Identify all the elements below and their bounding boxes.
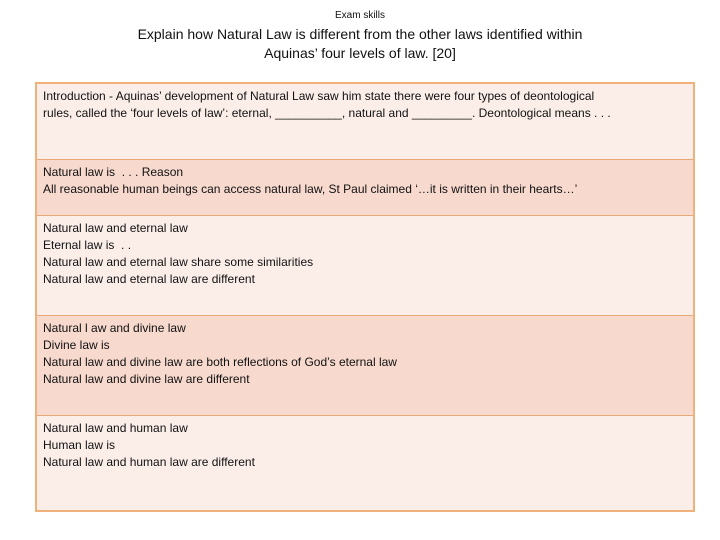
exam-skills-label: Exam skills: [334, 10, 385, 21]
question-line-2: Aquinas’ four levels of law. [20]: [264, 45, 456, 61]
section-line: Natural l aw and divine law: [43, 321, 186, 335]
question-line-1: Explain how Natural Law is different from the other laws identified within: [137, 26, 583, 42]
section-introduction: [37, 84, 693, 160]
section-line: Natural law and eternal law are different: [43, 272, 255, 286]
section-line: Divine law is: [43, 338, 110, 352]
section-human-law: [37, 416, 693, 510]
section-line: Introduction - Aquinas’ development of Natural Law saw him state there were four types of deontological: [43, 89, 595, 103]
section-line: rules, called the ‘four levels of law’: eternal, __________, natural and _________. Deontological means . . .: [43, 106, 611, 120]
section-line: Natural law is . . . Reason: [43, 165, 184, 179]
section-line: Natural law and eternal law: [43, 221, 188, 235]
section-line: Eternal law is . .: [43, 238, 132, 252]
section-line: Natural law and eternal law share some similarities: [43, 255, 314, 269]
section-line: Human law is: [43, 438, 116, 452]
section-line: Natural law and human law are different: [43, 455, 255, 469]
section-eternal-law: [37, 216, 693, 316]
section-line: Natural law and divine law are different: [43, 372, 250, 386]
section-line: Natural law and divine law are both reflections of God’s eternal law: [43, 355, 397, 369]
section-natural-law-reason: [37, 160, 693, 216]
section-divine-law: [37, 316, 693, 416]
question-text: [100, 25, 620, 63]
section-line: All reasonable human beings can access natural law, St Paul claimed ‘…it is written in their hearts…’: [43, 182, 578, 196]
section-line: Natural law and human law: [43, 421, 188, 435]
answer-table: [35, 82, 695, 512]
